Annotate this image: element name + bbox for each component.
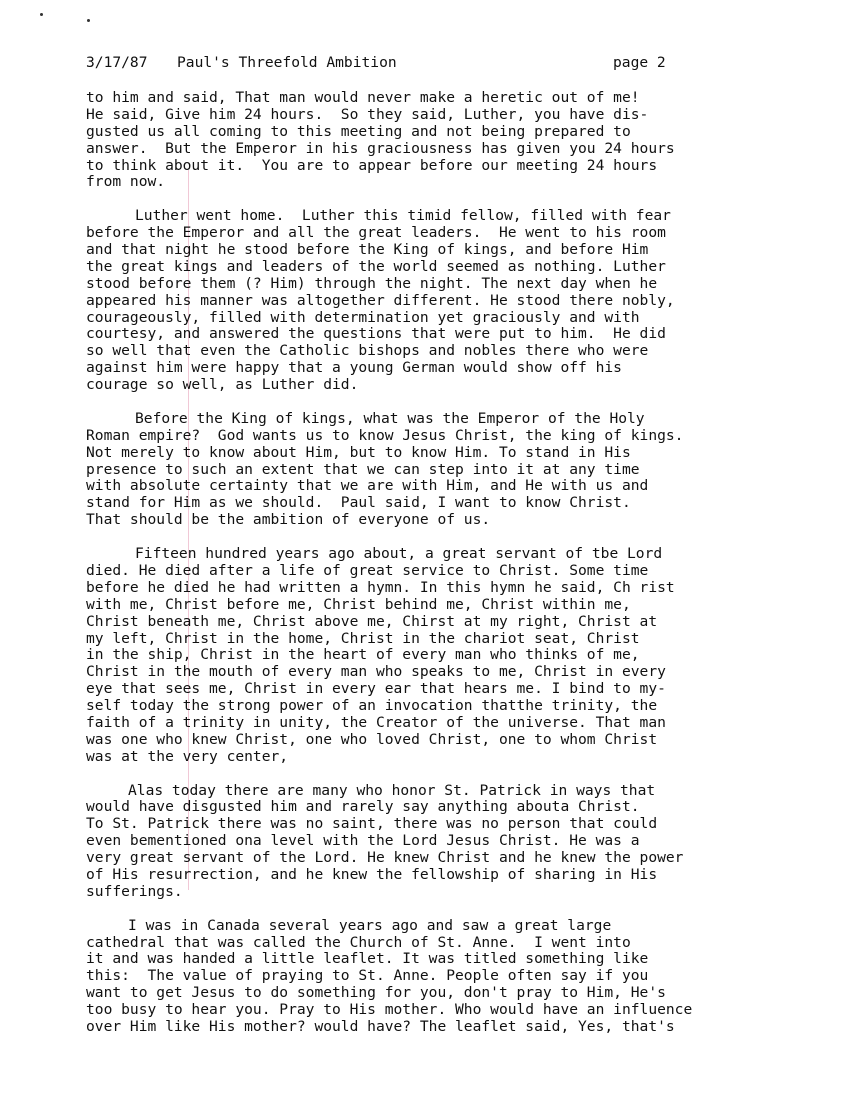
text-line: Roman empire? God wants us to know Jesus Christ, the king of kings.: [86, 426, 684, 444]
text-line: from now.: [86, 173, 166, 191]
text-line: answer. But the Emperor in his graciousness has given you 24 hours: [86, 139, 675, 157]
text-line: was at the very center,: [86, 747, 289, 765]
text-line: Christ in the mouth of every man who speaks to me, Christ in every: [86, 663, 666, 681]
header-title: Paul's Threefold Ambition: [177, 54, 397, 71]
text-line: Not merely to know about Him, but to know Him. To stand in His: [86, 443, 631, 461]
paragraph: [86, 411, 826, 529]
text-line: against him were happy that a young German would show off his: [86, 359, 622, 377]
text-line: That should be the ambition of everyone of us.: [86, 511, 491, 529]
text-line: very great servant of the Lord. He knew Christ and he knew the power: [86, 849, 684, 867]
text-line: To St. Patrick there was no saint, there was no person that could: [86, 815, 658, 833]
scan-speck: [40, 13, 43, 16]
header-date: 3/17/87: [86, 54, 148, 71]
text-line: Before the King of kings, what was the Emperor of the Holy: [135, 409, 645, 427]
text-line: would have disgusted him and rarely say anything abouta Christ.: [86, 798, 640, 816]
text-line: want to get Jesus to do something for you, don't pray to Him, He's: [86, 984, 666, 1002]
text-line: courageously, filled with determination yet graciously and with: [86, 308, 640, 326]
text-line: eye that sees me, Christ in every ear that hears me. I bind to my-: [86, 680, 666, 698]
text-line: I was in Canada several years ago and saw a great large: [128, 916, 612, 934]
text-line: of His resurrection, and he knew the fellowship of sharing in His: [86, 865, 658, 883]
text-line: so well that even the Catholic bishops and nobles there who were: [86, 342, 649, 360]
text-line: He said, Give him 24 hours. So they said, Luther, you have dis-: [86, 105, 649, 123]
text-line: the great kings and leaders of the world seemed as nothing. Luther: [86, 257, 666, 275]
text-line: was one who knew Christ, one who loved Christ, one to whom Christ: [86, 730, 658, 748]
text-line: sufferings.: [86, 882, 183, 900]
text-line: and that night he stood before the King of kings, and before Him: [86, 241, 649, 259]
text-line: this: The value of praying to St. Anne. People often say if you: [86, 967, 649, 985]
text-line: too busy to hear you. Pray to His mother. Who would have an influence: [86, 1001, 693, 1019]
text-line: in the ship, Christ in the heart of every man who thinks of me,: [86, 646, 640, 664]
text-line: before he died he had written a hymn. In this hymn he said, Ch rist: [86, 578, 675, 596]
paragraph: [86, 90, 826, 191]
text-line: appeared his manner was altogether different. He stood there nobly,: [86, 291, 675, 309]
text-line: with absolute certainty that we are with Him, and He with us and: [86, 477, 649, 495]
paragraph: [86, 918, 826, 1036]
text-line: Christ beneath me, Christ above me, Chirst at my right, Christ at: [86, 612, 658, 630]
text-line: gusted us all coming to this meeting and not being prepared to: [86, 122, 631, 140]
text-line: faith of a trinity in unity, the Creator of the universe. That man: [86, 713, 666, 731]
text-line: before the Emperor and all the great leaders. He went to his room: [86, 224, 666, 242]
text-line: stand for Him as we should. Paul said, I want to know Christ.: [86, 494, 631, 512]
text-line: to him and said, That man would never make a heretic out of me!: [86, 89, 640, 106]
text-line: stood before them (? Him) through the night. The next day when he: [86, 274, 658, 292]
text-line: over Him like His mother? would have? The leaflet said, Yes, that's: [86, 1017, 675, 1035]
text-line: even bementioned ona level with the Lord Jesus Christ. He was a: [86, 832, 640, 850]
text-line: it and was handed a little leaflet. It was titled something like: [86, 950, 649, 968]
text-line: presence to such an extent that we can step into it at any time: [86, 460, 640, 478]
scan-speck: [87, 19, 90, 22]
text-line: cathedral that was called the Church of St. Anne. I went into: [86, 933, 631, 951]
text-line: Luther went home. Luther this timid fellow, filled with fear: [135, 207, 671, 225]
text-line: with me, Christ before me, Christ behind me, Christ within me,: [86, 595, 631, 613]
paragraph: [86, 783, 826, 901]
text-line: died. He died after a life of great service to Christ. Some time: [86, 561, 649, 579]
page-header: [86, 53, 786, 73]
paragraph: [86, 546, 826, 766]
text-line: Fifteen hundred years ago about, a great servant of tbe Lord: [135, 545, 663, 563]
text-line: courtesy, and answered the questions that were put to him. He did: [86, 325, 666, 343]
header-page-number: page 2: [613, 54, 666, 71]
document-body: [86, 90, 826, 1053]
paragraph: [86, 208, 826, 394]
text-line: self today the strong power of an invocation thatthe trinity, the: [86, 697, 658, 715]
text-line: courage so well, as Luther did.: [86, 376, 359, 394]
text-line: Alas today there are many who honor St. Patrick in ways that: [128, 781, 656, 799]
text-line: my left, Christ in the home, Christ in the chariot seat, Christ: [86, 629, 640, 647]
text-line: to think about it. You are to appear before our meeting 24 hours: [86, 156, 658, 174]
